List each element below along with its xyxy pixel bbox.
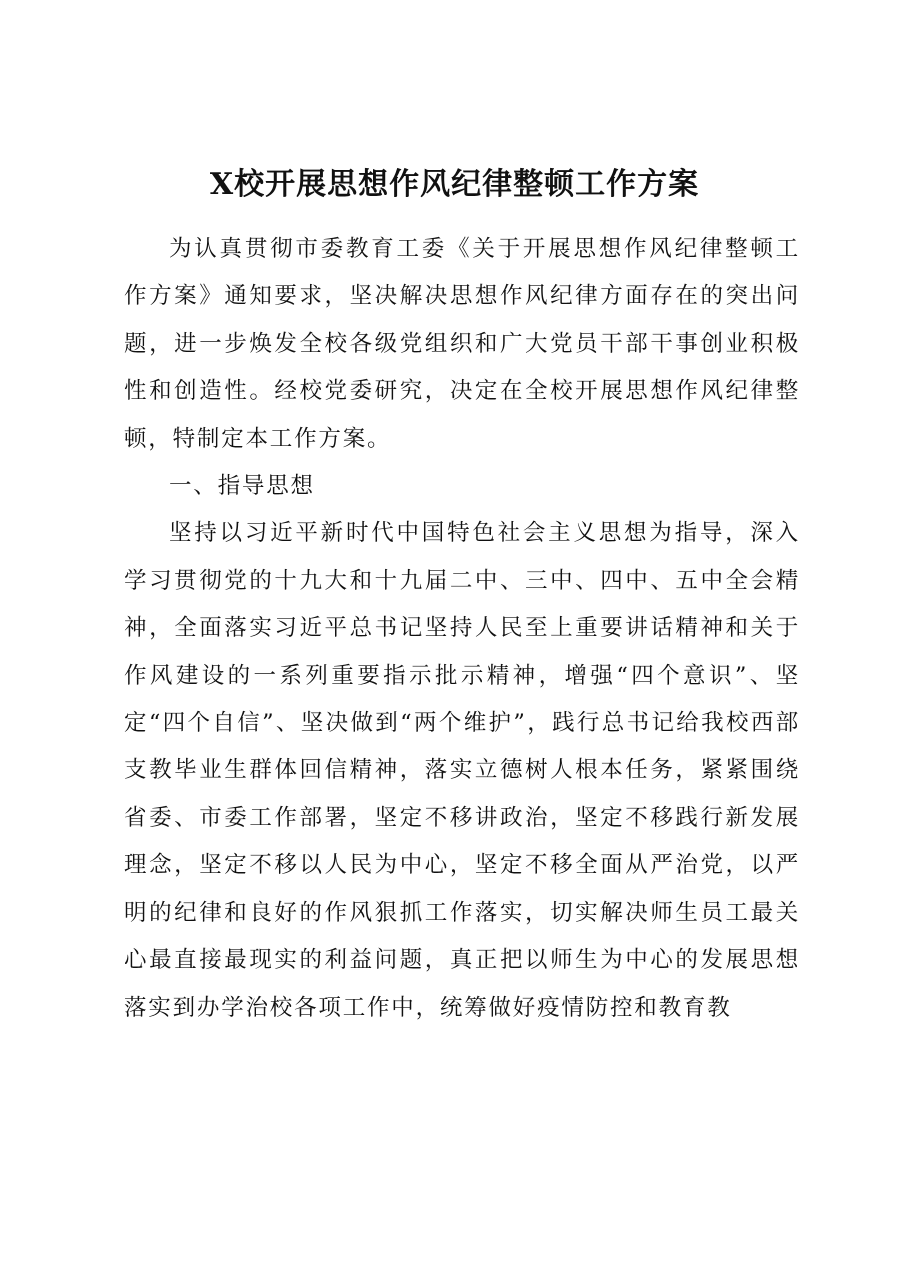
section-heading-guiding-thought: 一、指导思想: [169, 473, 315, 500]
guiding-thought-paragraph: 坚持以习近平新时代中国特色社会主义思想为指导，深入学习贯彻党的十九大和十九届二中、三中、四中、五中全会精神，全面落实习近平总书记坚持人民至上重要讲话精神和关于作风建设的一系列重要指示批示精神，增强“四个意识”、坚定“四个自信”、坚决做到“两个维护”，践行总书记给我校西部支教毕业生群体回信精神，落实立德树人根本任务，紧紧围绕省委、市委工作部署，坚定不移讲政治，坚定不移践行新发展理念，坚定不移以人民为中心，坚定不移全面从严治党，以严明的纪律和良好的作风狠抓工作落实，切实解决师生员工最关心最直接最现实的利益问题，真正把以师生为中心的发展思想落实到办学治校各项工作中，统筹做好疫情防控和教育教: [124, 520, 800, 1021]
intro-paragraph: 为认真贯彻市委教育工委《关于开展思想作风纪律整顿工作方案》通知要求，坚决解决思想作风纪律方面存在的突出问题，进一步焕发全校各级党组织和广大党员干部干事创业积极性和创造性。经校党委研究，决定在全校开展思想作风纪律整顿，特制定本工作方案。: [124, 236, 800, 452]
document-title: X校开展思想作风纪律整顿工作方案: [209, 167, 700, 202]
document-body: [124, 226, 800, 1032]
